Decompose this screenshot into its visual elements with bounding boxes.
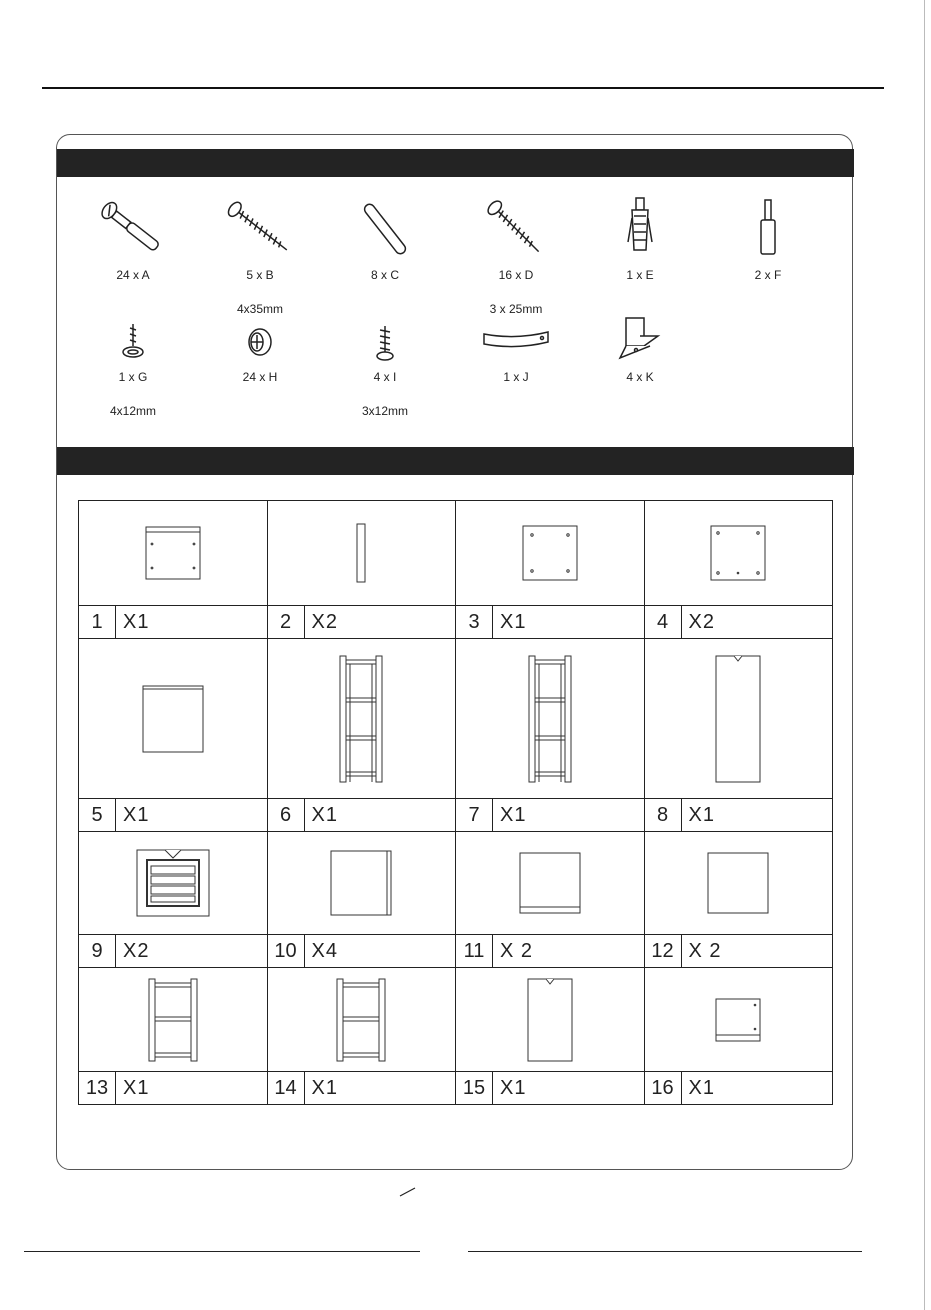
hardware-qty: 24 x A <box>116 268 150 282</box>
drawer-front-icon <box>135 848 211 918</box>
part-number: 16 <box>645 1072 682 1104</box>
part-number: 1 <box>79 606 116 638</box>
part-count: X1 <box>311 1077 338 1099</box>
part-number: 3 <box>456 606 493 638</box>
part-cell <box>456 968 645 1072</box>
part-label <box>267 935 456 968</box>
hardware-qty: 5 x B <box>246 268 274 282</box>
part-label <box>267 799 456 832</box>
part-number: 10 <box>268 935 305 967</box>
hardware-item-a <box>73 196 193 282</box>
hardware-qty: 2 x F <box>754 268 782 282</box>
hardware-size: 3x12mm <box>361 404 408 418</box>
part-count: X2 <box>123 940 150 962</box>
part-label <box>79 799 268 832</box>
hardware-item-h <box>200 320 320 384</box>
part-label <box>456 606 645 639</box>
top-rule <box>42 87 884 89</box>
part-cell <box>644 501 833 606</box>
part-number: 12 <box>645 935 682 967</box>
part-label <box>79 1072 268 1105</box>
frame-icon <box>525 654 575 784</box>
hardware-item-k <box>580 312 700 384</box>
hardware-qty: 8 x C <box>370 268 399 282</box>
part-label <box>456 935 645 968</box>
part-number: 15 <box>456 1072 493 1104</box>
part-count: X1 <box>123 804 150 826</box>
short-screw-icon <box>360 320 410 364</box>
part-count: X1 <box>123 611 150 633</box>
part-label <box>456 799 645 832</box>
hardware-qty: 1 x J <box>503 370 529 384</box>
panel-icon <box>140 683 206 755</box>
part-cell <box>644 832 833 935</box>
part-cell <box>456 832 645 935</box>
hardware-qty: 24 x H <box>242 370 278 384</box>
cam-bolt-icon <box>93 196 173 262</box>
parts-header-bar <box>57 447 854 475</box>
screw-icon <box>220 196 300 262</box>
part-number: 6 <box>268 799 305 831</box>
screw-icon <box>476 196 556 262</box>
part-cell <box>644 639 833 799</box>
panel-icon <box>708 523 768 583</box>
hardware-item-b <box>200 196 320 316</box>
part-number: 5 <box>79 799 116 831</box>
panel-icon <box>520 523 580 583</box>
shelf-pin-icon <box>738 196 798 262</box>
l-bracket-icon <box>610 312 670 364</box>
part-cell <box>79 968 268 1072</box>
dowel-icon <box>345 196 425 262</box>
part-cell <box>456 501 645 606</box>
frame-icon <box>333 977 389 1063</box>
part-cell <box>644 968 833 1072</box>
frame-icon <box>145 977 201 1063</box>
part-number: 8 <box>645 799 682 831</box>
footer-rule-left <box>24 1251 420 1252</box>
hardware-qty: 1 x G <box>118 370 148 384</box>
part-label <box>79 606 268 639</box>
part-count: X1 <box>500 611 527 633</box>
hardware-item-f <box>708 196 828 282</box>
panel-icon <box>713 997 763 1043</box>
part-count: X2 <box>311 611 338 633</box>
hardware-qty: 1 x E <box>626 268 654 282</box>
safety-strap-icon <box>476 320 556 364</box>
part-number: 4 <box>645 606 682 638</box>
part-cell <box>79 501 268 606</box>
part-count: X1 <box>688 804 715 826</box>
hardware-item-c <box>325 196 445 282</box>
hardware-qty: 4 x K <box>626 370 654 384</box>
part-cell <box>267 832 456 935</box>
hardware-item-j <box>456 320 576 384</box>
part-count: X4 <box>311 940 338 962</box>
part-label <box>644 1072 833 1105</box>
part-number: 7 <box>456 799 493 831</box>
hardware-item-g <box>73 320 193 418</box>
hardware-qty: 16 x D <box>498 268 534 282</box>
part-count: X1 <box>123 1077 150 1099</box>
hardware-item-d <box>456 196 576 316</box>
part-cell <box>267 968 456 1072</box>
tall-panel-icon <box>525 977 575 1063</box>
hardware-size: 4x12mm <box>109 404 156 418</box>
hardware-size: 3 x 25mm <box>489 302 543 316</box>
part-cell <box>267 639 456 799</box>
parts-table <box>78 500 833 1105</box>
part-count: X1 <box>311 804 338 826</box>
footer-rule-right <box>468 1251 862 1252</box>
part-cell <box>79 832 268 935</box>
part-cell <box>267 501 456 606</box>
part-label <box>644 935 833 968</box>
part-count: X1 <box>500 1077 527 1099</box>
tall-panel-icon <box>713 654 763 784</box>
part-label <box>456 1072 645 1105</box>
part-label <box>79 935 268 968</box>
panel-icon <box>705 850 771 916</box>
part-number: 2 <box>268 606 305 638</box>
part-label <box>644 799 833 832</box>
part-label <box>267 1072 456 1105</box>
part-count: X 2 <box>688 940 722 962</box>
part-number: 14 <box>268 1072 305 1104</box>
part-number: 11 <box>456 935 493 967</box>
panel-icon <box>328 848 394 918</box>
part-count: X1 <box>500 804 527 826</box>
hardware-item-i <box>325 320 445 418</box>
part-count: X 2 <box>500 940 534 962</box>
slash-mark <box>398 1186 418 1198</box>
wall-anchor-icon <box>610 196 670 262</box>
cam-lock-icon <box>235 320 285 364</box>
hardware-header-bar <box>57 149 854 177</box>
part-label <box>644 606 833 639</box>
panel-icon <box>517 850 583 916</box>
part-number: 13 <box>79 1072 116 1104</box>
hardware-qty: 4 x I <box>373 370 397 384</box>
part-cell <box>456 639 645 799</box>
part-number: 9 <box>79 935 116 967</box>
hardware-size: 4x35mm <box>236 302 283 316</box>
frame-icon <box>336 654 386 784</box>
part-count: X2 <box>688 611 715 633</box>
hardware-item-e <box>580 196 700 282</box>
page-edge <box>924 0 925 1310</box>
part-label <box>267 606 456 639</box>
washer-screw-icon <box>108 320 158 364</box>
part-count: X1 <box>688 1077 715 1099</box>
narrow-rail-icon <box>351 522 371 584</box>
part-cell <box>79 639 268 799</box>
panel-icon <box>143 524 203 582</box>
